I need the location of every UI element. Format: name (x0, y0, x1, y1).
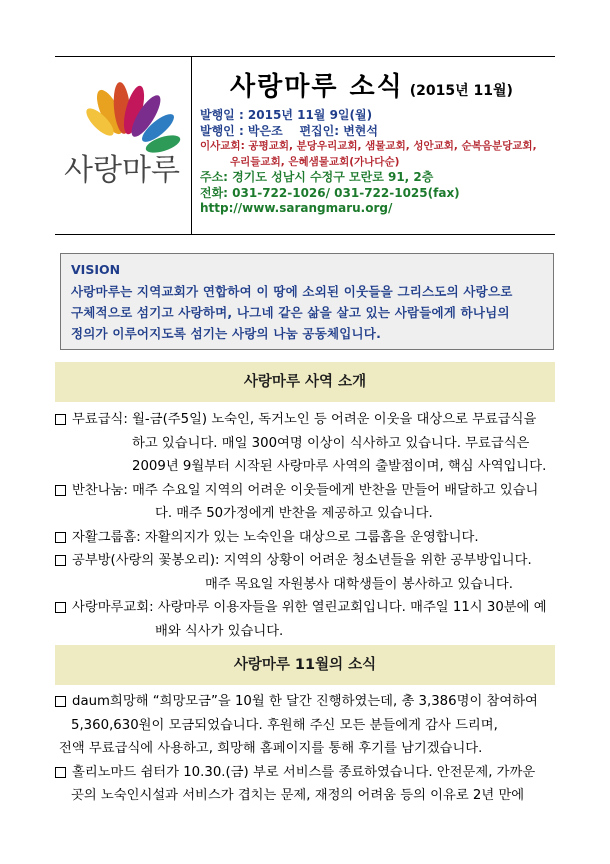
list-item: daum희망해 “희망모금”을 10월 한 달간 진행하였는데, 총 3,386명이 참여하여 5,360,630원이 모금되었습니다. 후원해 주신 모든 분들에게 감사 드리며, 전액 무료급식에 사용하고, 희망해 홈페이지를 통해 후기를 남기겠습니다. (55, 690, 565, 761)
phone: 전화: 031-722-1026/ 031-722-1025(fax) (200, 185, 460, 200)
svg-text:사랑마루: 사랑마루 (64, 153, 180, 188)
list-item: 홀리노마드 쉼터가 10.30.(금) 부로 서비스를 종료하였습니다. 안전문제, 가까운 곳의 노숙인시설과 서비스가 겹치는 문제, 재정의 어려움 등의 이유로 2년 만에 (55, 761, 565, 808)
checkbox-icon (55, 602, 66, 613)
title-text: 사랑마루 소식 (230, 72, 404, 102)
newsletter-title (230, 66, 513, 103)
checkbox-icon (55, 532, 66, 543)
list-item: 자활그룹홈: 자활의지가 있는 노숙인을 대상으로 그룹홈을 운영합니다. (55, 526, 565, 550)
checkbox-icon (55, 555, 66, 566)
title-date: (2015년 11월) (409, 83, 513, 99)
petal-icon (82, 81, 182, 156)
vision-line: 사랑마루는 지역교회가 연합하여 이 땅에 소외된 이웃들을 그리스도의 사랑으로 (71, 284, 513, 299)
address: 주소: 경기도 성남시 수정구 모란로 91, 2층 (200, 170, 434, 184)
list-item: 반찬나눔: 매주 수요일 지역의 어려운 이웃들에게 반찬을 만들어 배달하고 있습니 다. 매주 50가정에게 반찬을 제공하고 있습니다. (55, 479, 565, 526)
board-churches-cont: 우리들교회, 은혜샘물교회(가나다순) (230, 155, 400, 168)
vision-title: VISION (71, 262, 121, 277)
list-item: 공부방(사랑의 꽃봉오리): 지역의 상황이 어려운 청소년들을 위한 공부방입니다. 매주 목요일 자원봉사 대학생들이 봉사하고 있습니다. (55, 549, 565, 596)
news-list (55, 690, 565, 808)
list-item: 사랑마루교회: 사랑마루 이용자들을 위한 열린교회입니다. 매주일 11시 30분에 예 배와 식사가 있습니다. (55, 596, 565, 643)
publication-info (200, 108, 552, 217)
checkbox-icon (55, 414, 66, 425)
publisher-line (200, 124, 552, 140)
header-top-rule (55, 56, 555, 57)
checkbox-icon (55, 696, 66, 707)
editor: 편집인: 변현석 (299, 123, 378, 138)
ministry-list (55, 408, 565, 643)
vision-box (60, 253, 554, 350)
list-item: 무료급식: 월-금(주5일) 노숙인, 독거노인 등 어려운 이웃을 대상으로 무료급식을 하고 있습니다. 매일 300여명 이상이 식사하고 있습니다. 무료급식은 2009년 9월부터 시작된 사랑마루 사역의 출발점이며, 핵심 사역입니다. (55, 408, 565, 479)
website-link[interactable]: http://www.sarangmaru.org/ (200, 201, 393, 215)
publisher: 발행인 : 박은조 (200, 123, 283, 138)
header-bottom-rule (55, 234, 555, 235)
checkbox-icon (55, 767, 66, 778)
vision-line: 구체적으로 섬기고 사랑하며, 나그네 같은 삶을 살고 있는 사람들에게 하나님의 (71, 305, 510, 320)
section-banner-news: 사랑마루 11월의 소식 (55, 645, 555, 685)
vision-line: 정의가 이루어지도록 섬기는 사랑의 나눔 공동체입니다. (71, 326, 382, 341)
issue-date: 발행일 : 2015년 11월 9일(월) (200, 108, 373, 122)
header-divider (191, 56, 192, 234)
checkbox-icon (55, 485, 66, 496)
section-banner-ministry: 사랑마루 사역 소개 (55, 362, 555, 402)
board-churches: 이사교회: 공평교회, 분당우리교회, 샘물교회, 성안교회, 순복음분당교회, (200, 140, 537, 152)
sarangmaru-logo (58, 70, 188, 210)
